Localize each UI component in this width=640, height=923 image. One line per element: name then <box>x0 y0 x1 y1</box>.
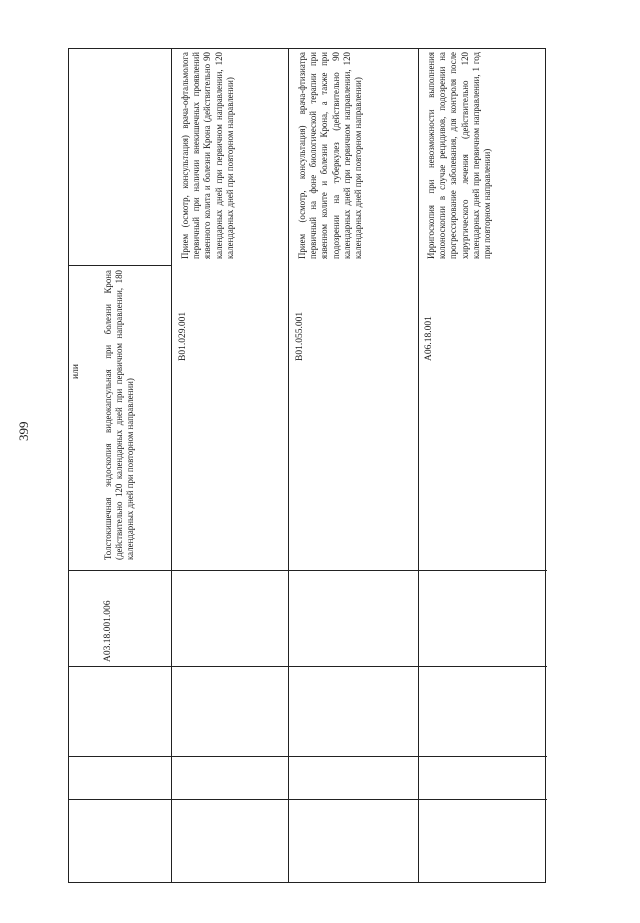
or-label: или <box>71 364 81 379</box>
procedure-text: Прием (осмотр, консультация) врача-офтальмолога первичный при наличии внекишечных проявлений язвенного колита и болезни Крона (действительно 90 календарных дней при первичном направлении, 120 календарных дней при повторном направлении) <box>180 52 235 259</box>
procedure-text: Ирригоскопия при невозможности выполнения колоноскопии в случае рецидивов, подозрении на прогрессирование заболевания, для контроля после хирургического лечения (действительно 120 календарных дней при первичном направлении, 1 год при повторном направлении) <box>426 52 493 259</box>
table-column-divider <box>69 570 547 571</box>
table-row-divider <box>418 49 419 882</box>
table-column-divider <box>69 799 547 800</box>
document-table <box>68 48 546 883</box>
procedure-code: B01.029.001 <box>178 311 188 361</box>
procedure-text: Толстокишечная эндоскопия видеокапсульная при болезни Крона (действительно 120 календарных дней при первичном направлении, 180 календарных дней при повторном направлении) <box>103 270 136 560</box>
procedure-code: A03.18.001.006 <box>103 600 113 662</box>
procedure-text: Прием (осмотр, консультация) врача-фтизиатра первичный на фоне биологической терапии при язвенном колите и болезни Крона, а также при подозрении на туберкулез (действительно 90 календарных дней при первичном направлении, 120 календарных дней при повторном направлении) <box>297 52 364 259</box>
table-column-divider <box>69 756 547 757</box>
table-row-divider <box>288 49 289 882</box>
procedure-code: A06.18.001 <box>424 316 434 361</box>
table-column-divider <box>69 666 547 667</box>
table-row-divider <box>171 49 172 882</box>
procedure-code: B01.055.001 <box>295 311 305 361</box>
page-number: 399 <box>16 421 31 441</box>
table-column-divider <box>69 265 171 266</box>
